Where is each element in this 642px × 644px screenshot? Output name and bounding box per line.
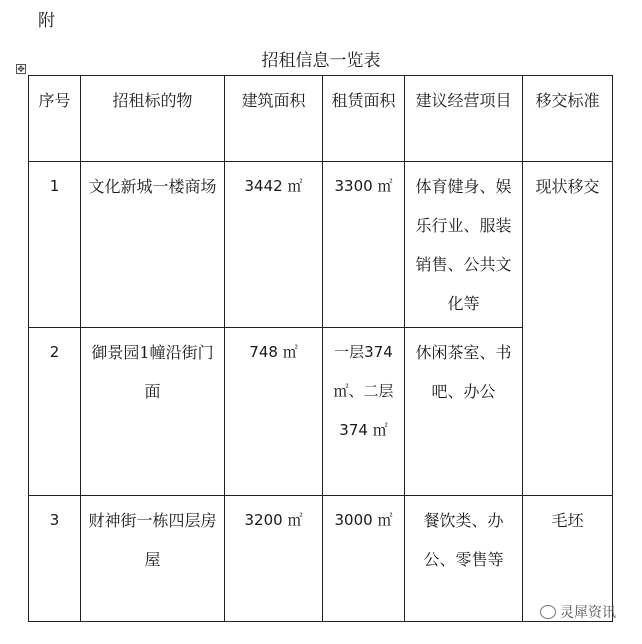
move-handle-icon[interactable]: ✥: [17, 65, 25, 75]
table-title: 招租信息一览表: [261, 51, 381, 71]
wechat-logo-icon: [540, 605, 556, 619]
row-no: 3: [29, 496, 81, 622]
watermark: [540, 602, 616, 622]
header-property: 招租标的物: [81, 76, 225, 162]
table-row: [29, 162, 613, 328]
row-no: 2: [29, 328, 81, 496]
watermark-text: 灵犀资讯: [560, 605, 616, 621]
row-rent-area: 3300 ㎡: [323, 162, 405, 328]
row-suggested-use: 休闲茶室、书吧、办公: [405, 328, 523, 496]
header-row: [29, 76, 613, 162]
header-building-area: 建筑面积: [225, 76, 323, 162]
row-building-area: 3442 ㎡: [225, 162, 323, 328]
row-building-area: 3200 ㎡: [225, 496, 323, 622]
row-property: 御景园1幢沿街门面: [81, 328, 225, 496]
row-rent-area: 一层374 ㎡、二层374 ㎡: [323, 328, 405, 496]
row-suggested-use: 体育健身、娱乐行业、服装销售、公共文化等: [405, 162, 523, 328]
annex-label: 附: [38, 11, 55, 31]
row-building-area: 748 ㎡: [225, 328, 323, 496]
row-property: 财神街一栋四层房屋: [81, 496, 225, 622]
row-suggested-use: 餐饮类、办公、零售等: [405, 496, 523, 622]
table-row: [29, 496, 613, 622]
header-rent-area: 租赁面积: [323, 76, 405, 162]
row-handover: 毛坯: [523, 496, 613, 622]
header-no: 序号: [29, 76, 81, 162]
rental-table: [28, 75, 613, 622]
header-suggested-use: 建议经营项目: [405, 76, 523, 162]
row-no: 1: [29, 162, 81, 328]
row-property: 文化新城一楼商场: [81, 162, 225, 328]
header-handover: 移交标准: [523, 76, 613, 162]
row-rent-area: 3000 ㎡: [323, 496, 405, 622]
handover-merged-cell: 现状移交: [523, 162, 613, 496]
